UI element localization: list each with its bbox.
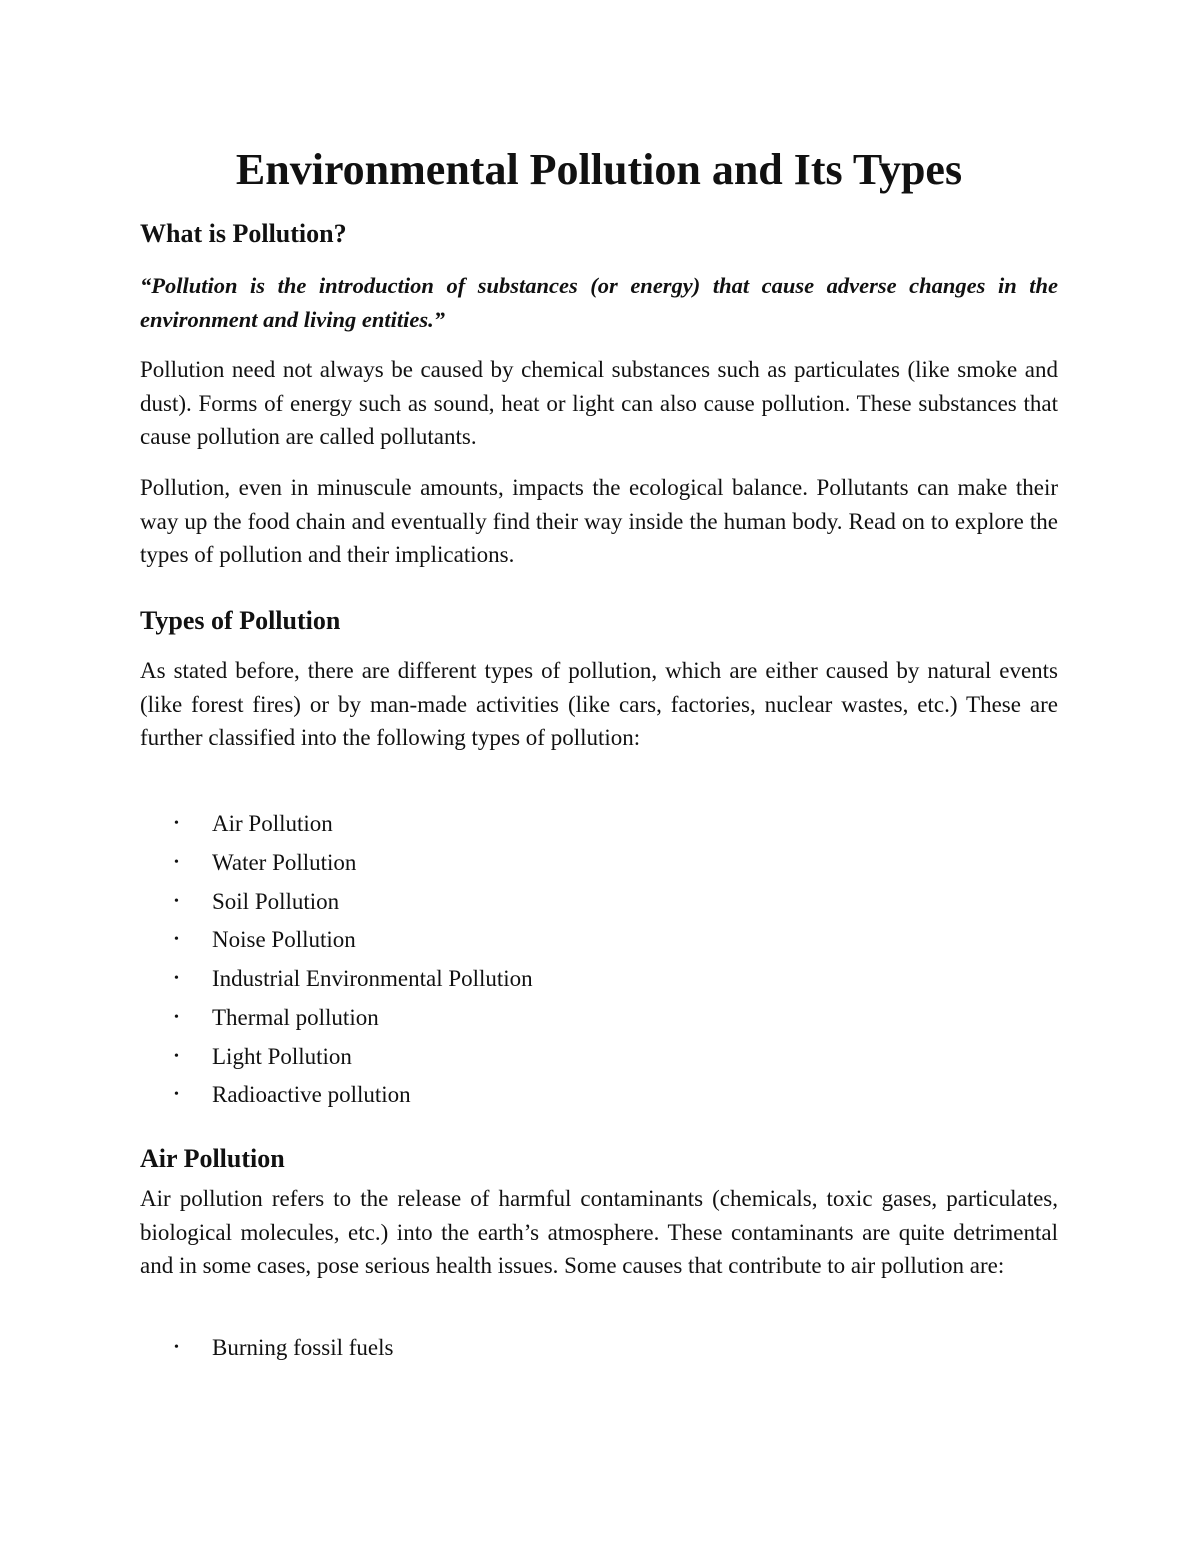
list-item-label: Air Pollution: [212, 811, 333, 836]
list-item-label: Radioactive pollution: [212, 1082, 411, 1108]
air-pollution-causes-list: [140, 1329, 1058, 1368]
list-item-label: Soil Pollution: [212, 888, 340, 914]
list-item: [140, 999, 1058, 1038]
list-item-label: Noise Pollution: [212, 927, 356, 953]
paragraph-air-pollution: Air pollution refers to the release of harmful contaminants (chemicals, toxic gases, particulates, biological molecules, etc.) into the earth’s atmosphere. These contaminants are quite detrimental and in some cases, pose serious health issues. Some causes that contribute to air pollution are:: [140, 1186, 1058, 1278]
paragraph-pollution-causes: Pollution need not always be caused by chemical substances such as particulates (like smoke and dust). Forms of energy such as sound, heat or light can also cause pollution. These substances that cause pollution are called pollutants.: [140, 357, 1058, 449]
document-title: Environmental Pollution and Its Types: [235, 145, 963, 194]
pollution-definition-quote: “Pollution is the introduction of substances (or energy) that cause adverse changes in the environment and living entities.”: [140, 273, 1058, 332]
list-item: [140, 883, 1058, 922]
paragraph-types-intro: As stated before, there are different types of pollution, which are either caused by natural events (like forest fires) or by man-made activities (like cars, factories, nuclear wastes, etc.) These are further classified into the following types of pollution:: [140, 658, 1058, 750]
bullet-icon: •: [174, 971, 179, 986]
heading-air-pollution: Air Pollution: [140, 1144, 285, 1173]
list-item-label: Water Pollution: [212, 849, 357, 875]
bullet-icon: •: [174, 893, 179, 909]
list-item: [140, 844, 1058, 883]
bullet-icon: •: [174, 932, 179, 948]
heading-types-of-pollution: Types of Pollution: [140, 606, 341, 635]
bullet-icon: •: [174, 1048, 179, 1064]
list-item: [140, 1076, 1058, 1115]
bullet-icon: •: [174, 816, 179, 831]
list-item: [140, 805, 1058, 844]
bullet-icon: •: [174, 1087, 179, 1103]
list-item-label: Industrial Environmental Pollution: [212, 966, 533, 991]
bullet-icon: •: [174, 1340, 179, 1355]
paragraph-pollution-impact: Pollution, even in minuscule amounts, impacts the ecological balance. Pollutants can make their way up the food chain and eventually find their way inside the human body. Read on to explore the types of pollution and their implications.: [140, 475, 1058, 567]
list-item-label: Light Pollution: [212, 1043, 352, 1069]
list-item-label: Burning fossil fuels: [212, 1335, 394, 1360]
bullet-icon: •: [174, 1009, 179, 1025]
bullet-icon: •: [174, 854, 179, 870]
list-item: [140, 921, 1058, 960]
list-item: [140, 1329, 1058, 1368]
list-item: [140, 960, 1058, 999]
pollution-types-list: [140, 805, 1058, 1115]
list-item-label: Thermal pollution: [212, 1004, 379, 1030]
list-item: [140, 1038, 1058, 1077]
heading-what-is-pollution: What is Pollution?: [140, 219, 347, 248]
